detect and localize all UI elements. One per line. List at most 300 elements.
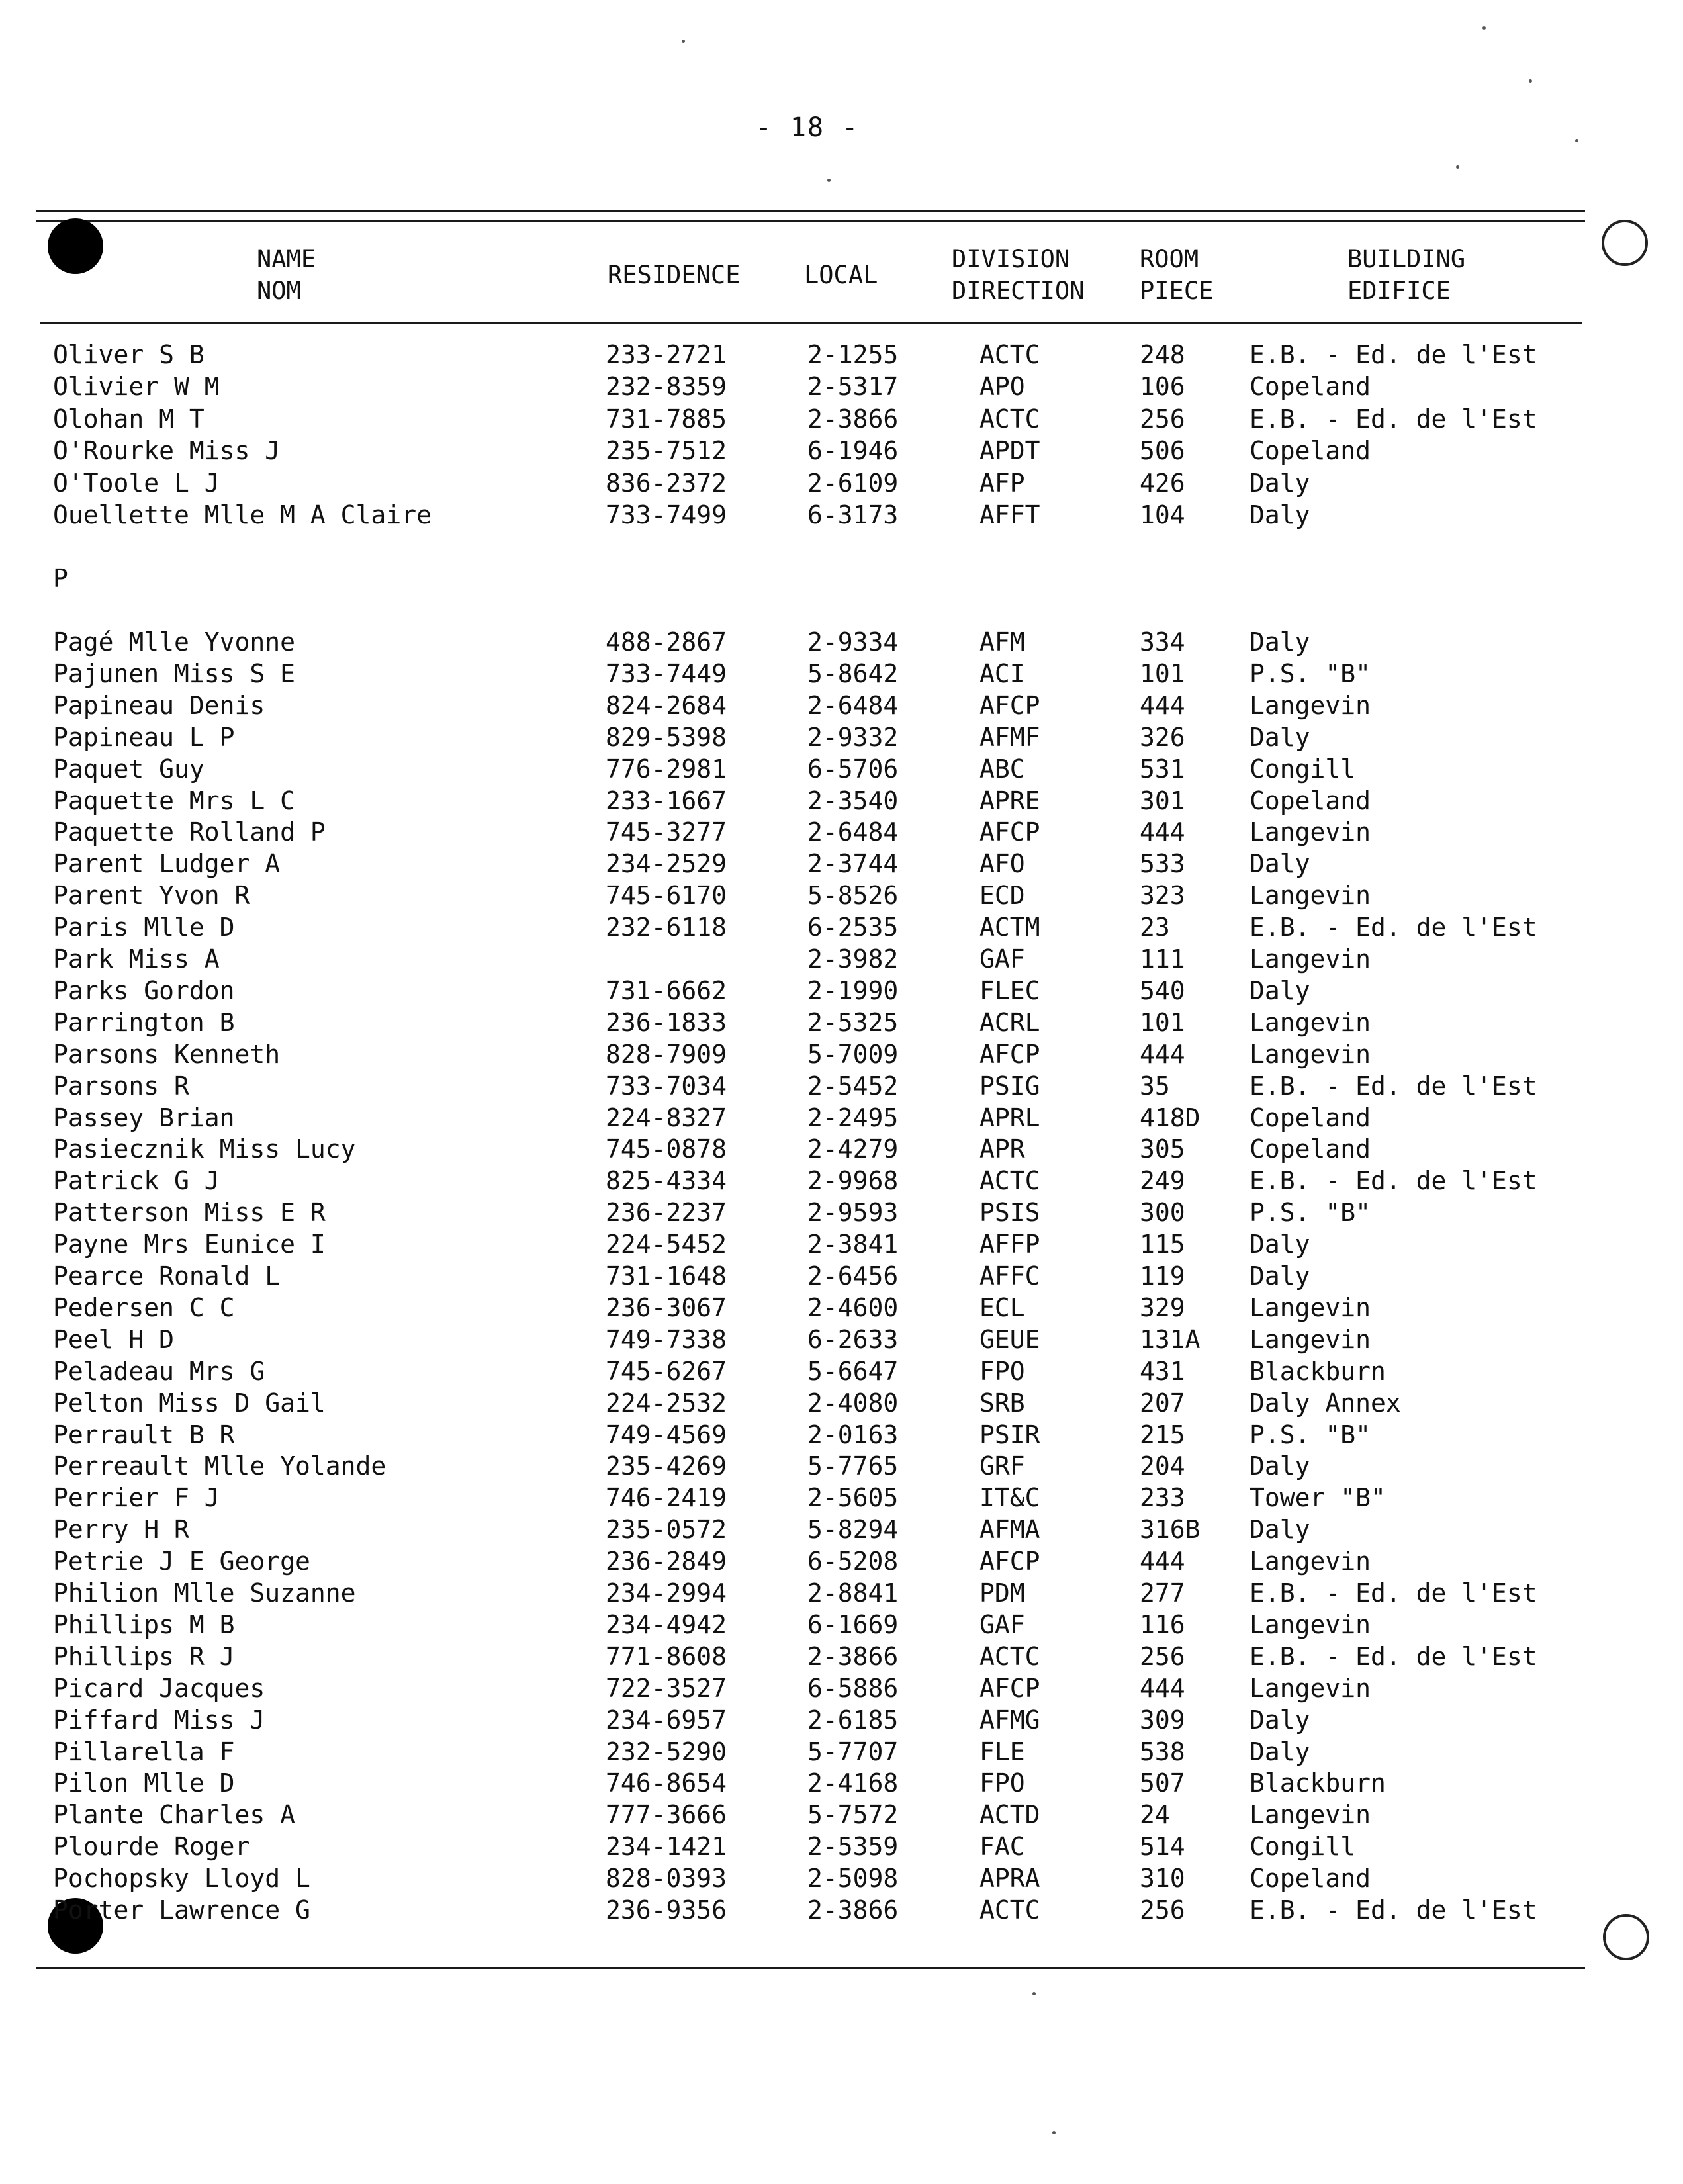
table-row (0, 1894, 1683, 1926)
cell-division: APR (979, 1134, 1025, 1164)
cell-residence: 236-2237 (606, 1198, 727, 1228)
column-header-room-en: ROOM (1140, 245, 1199, 273)
cell-room: 309 (1140, 1705, 1185, 1735)
cell-division: ACTD (979, 1800, 1040, 1830)
cell-building: Copeland (1250, 786, 1371, 815)
cell-residence: 733-7034 (606, 1071, 727, 1101)
cell-local: 2-6484 (807, 817, 899, 847)
scan-speck (682, 40, 685, 43)
cell-division: AFMG (979, 1705, 1040, 1735)
cell-local: 2-2495 (807, 1103, 899, 1132)
table-row (0, 1419, 1683, 1451)
cell-building: Daly (1250, 1230, 1310, 1259)
column-header-building (1347, 244, 1465, 307)
cell-division: APRE (979, 786, 1040, 815)
column-header-room (1140, 244, 1213, 307)
cell-building: Langevin (1250, 1673, 1371, 1703)
cell-division: FLE (979, 1737, 1025, 1766)
cell-division: APRL (979, 1103, 1040, 1132)
column-header-local-label: LOCAL (804, 261, 878, 289)
cell-name: Petrie J E George (53, 1547, 310, 1576)
cell-residence: 224-2532 (606, 1388, 727, 1418)
cell-division: APO (979, 372, 1025, 402)
cell-room: 119 (1140, 1261, 1185, 1291)
scan-speck (1575, 139, 1578, 142)
cell-room: 106 (1140, 372, 1185, 402)
cell-building: Langevin (1250, 817, 1371, 847)
cell-name: Parent Ludger A (53, 849, 281, 879)
cell-name: Philion Mlle Suzanne (53, 1578, 356, 1608)
cell-building: Daly (1250, 500, 1310, 529)
table-row (0, 721, 1683, 753)
cell-division: AFO (979, 849, 1025, 879)
cell-building: Daly (1250, 722, 1310, 752)
table-row (0, 1799, 1683, 1831)
cell-division: ACI (979, 659, 1025, 688)
scan-speck (1456, 165, 1459, 169)
cell-name: Paquette Rolland P (53, 817, 326, 847)
cell-division: FAC (979, 1832, 1025, 1862)
cell-name: Pelton Miss D Gail (53, 1388, 326, 1418)
cell-name: Perreault Mlle Yolande (53, 1451, 387, 1481)
cell-residence: 236-3067 (606, 1293, 727, 1322)
cell-building: Langevin (1250, 1800, 1371, 1830)
table-row (0, 1736, 1683, 1768)
cell-division: GRF (979, 1451, 1025, 1481)
cell-local: 5-7707 (807, 1737, 899, 1766)
cell-local: 2-1990 (807, 976, 899, 1005)
cell-local: 2-9332 (807, 722, 899, 752)
cell-residence: 235-0572 (606, 1515, 727, 1545)
cell-residence: 234-2529 (606, 849, 727, 879)
cell-room: 305 (1140, 1134, 1185, 1164)
cell-room: 310 (1140, 1864, 1185, 1893)
cell-room: 277 (1140, 1578, 1185, 1608)
cell-building: Daly (1250, 627, 1310, 657)
cell-local: 2-4080 (807, 1388, 899, 1418)
cell-building: Daly (1250, 1515, 1310, 1545)
cell-residence: 771-8608 (606, 1641, 727, 1671)
cell-residence: 224-5452 (606, 1230, 727, 1259)
cell-residence: 828-0393 (606, 1864, 727, 1893)
cell-residence: 233-1667 (606, 786, 727, 815)
cell-residence: 828-7909 (606, 1039, 727, 1069)
cell-residence: 777-3666 (606, 1800, 727, 1830)
cell-building: P.S. "B" (1250, 659, 1371, 688)
cell-name: Pochopsky Lloyd L (53, 1864, 310, 1893)
cell-division: APDT (979, 436, 1040, 466)
cell-local: 2-3866 (807, 404, 899, 433)
cell-room: 301 (1140, 786, 1185, 815)
cell-room: 326 (1140, 722, 1185, 752)
cell-name: Ouellette Mlle M A Claire (53, 500, 432, 529)
cell-room: 444 (1140, 1673, 1185, 1703)
table-row (0, 1324, 1683, 1355)
cell-name: Pagé Mlle Yvonne (53, 627, 296, 657)
cell-building: Langevin (1250, 1293, 1371, 1322)
cell-residence: 224-8327 (606, 1103, 727, 1132)
cell-local: 6-3173 (807, 500, 899, 529)
cell-name: Peladeau Mrs G (53, 1356, 265, 1386)
cell-room: 507 (1140, 1768, 1185, 1798)
cell-division: AFCP (979, 1673, 1040, 1703)
cell-local: 2-9334 (807, 627, 899, 657)
column-header-name-fr: NOM (257, 277, 301, 305)
table-row (0, 1102, 1683, 1134)
cell-building: Copeland (1250, 1134, 1371, 1164)
cell-division: FPO (979, 1768, 1025, 1798)
table-row (0, 1862, 1683, 1894)
scan-speck (1529, 79, 1532, 83)
cell-room: 204 (1140, 1451, 1185, 1481)
cell-name: Oliver S B (53, 340, 205, 369)
cell-local: 5-8294 (807, 1515, 899, 1545)
table-row (0, 785, 1683, 817)
cell-local: 5-7572 (807, 1800, 899, 1830)
cell-name: Plante Charles A (53, 1800, 296, 1830)
cell-name: Perrier F J (53, 1483, 220, 1513)
cell-local: 2-4168 (807, 1768, 899, 1798)
cell-residence: 829-5398 (606, 722, 727, 752)
cell-division: AFMA (979, 1515, 1040, 1545)
cell-name: O'Toole L J (53, 468, 220, 498)
cell-residence: 488-2867 (606, 627, 727, 657)
table-row (0, 467, 1683, 499)
table-row (0, 626, 1683, 658)
table-row (0, 1070, 1683, 1102)
table-row (0, 1387, 1683, 1419)
cell-name: Plourde Roger (53, 1832, 250, 1862)
cell-room: 248 (1140, 340, 1185, 369)
cell-local: 2-5605 (807, 1483, 899, 1513)
cell-residence: 235-4269 (606, 1451, 727, 1481)
cell-residence: 824-2684 (606, 690, 727, 720)
cell-local: 2-3982 (807, 944, 899, 974)
cell-building: Langevin (1250, 1610, 1371, 1639)
cell-building: Daly (1250, 976, 1310, 1005)
cell-building: Copeland (1250, 1864, 1371, 1893)
column-header-residence (608, 259, 740, 291)
cell-room: 256 (1140, 1895, 1185, 1925)
letter-heading-p: P (53, 564, 68, 593)
cell-name: O'Rourke Miss J (53, 436, 281, 466)
cell-building: Daly (1250, 1451, 1310, 1481)
cell-residence: 232-8359 (606, 372, 727, 402)
cell-local: 2-3866 (807, 1641, 899, 1671)
cell-division: ACRL (979, 1007, 1040, 1037)
table-row (0, 1038, 1683, 1070)
cell-building: Langevin (1250, 1324, 1371, 1354)
cell-room: 249 (1140, 1166, 1185, 1196)
cell-room: 538 (1140, 1737, 1185, 1766)
table-row (0, 1831, 1683, 1862)
cell-room: 215 (1140, 1420, 1185, 1449)
cell-division: IT&C (979, 1483, 1040, 1513)
cell-name: Pajunen Miss S E (53, 659, 296, 688)
cell-room: 111 (1140, 944, 1185, 974)
table-row (0, 1292, 1683, 1324)
cell-room: 300 (1140, 1198, 1185, 1228)
cell-division: AFP (979, 468, 1025, 498)
cell-division: ACTC (979, 404, 1040, 433)
cell-local: 5-6647 (807, 1356, 899, 1386)
column-header-local (804, 259, 878, 291)
cell-building: E.B. - Ed. de l'Est (1250, 404, 1537, 433)
cell-residence: 232-6118 (606, 913, 727, 942)
cell-building: Copeland (1250, 372, 1371, 402)
cell-building: Langevin (1250, 1547, 1371, 1576)
cell-building: Daly Annex (1250, 1388, 1401, 1418)
cell-residence: 233-2721 (606, 340, 727, 369)
cell-name: Parsons Kenneth (53, 1039, 281, 1069)
cell-building: Langevin (1250, 1007, 1371, 1037)
cell-name: Pasiecznik Miss Lucy (53, 1134, 356, 1164)
cell-room: 101 (1140, 1007, 1185, 1037)
cell-name: Olohan M T (53, 404, 205, 433)
table-row (0, 1260, 1683, 1292)
cell-division: FLEC (979, 976, 1040, 1005)
cell-building: Blackburn (1250, 1356, 1386, 1386)
cell-room: 533 (1140, 849, 1185, 879)
column-header-name (257, 244, 316, 307)
cell-local: 2-3841 (807, 1230, 899, 1259)
cell-building: P.S. "B" (1250, 1420, 1371, 1449)
bottom-rule (36, 1967, 1585, 1969)
cell-division: ECD (979, 881, 1025, 911)
table-row (0, 1609, 1683, 1641)
cell-room: 323 (1140, 881, 1185, 911)
cell-residence: 234-1421 (606, 1832, 727, 1862)
table-row (0, 1545, 1683, 1577)
cell-local: 2-3540 (807, 786, 899, 815)
cell-division: ACTC (979, 1895, 1040, 1925)
cell-room: 233 (1140, 1483, 1185, 1513)
cell-room: 506 (1140, 436, 1185, 466)
cell-local: 6-5886 (807, 1673, 899, 1703)
cell-building: Daly (1250, 468, 1310, 498)
cell-local: 2-3744 (807, 849, 899, 879)
cell-residence: 236-9356 (606, 1895, 727, 1925)
cell-room: 431 (1140, 1356, 1185, 1386)
cell-room: 35 (1140, 1071, 1170, 1101)
cell-local: 2-6185 (807, 1705, 899, 1735)
header-rule (40, 322, 1582, 324)
cell-building: E.B. - Ed. de l'Est (1250, 1166, 1537, 1196)
cell-name: Parks Gordon (53, 976, 235, 1005)
scan-speck (1482, 26, 1486, 30)
cell-division: AFM (979, 627, 1025, 657)
cell-room: 256 (1140, 404, 1185, 433)
table-row (0, 880, 1683, 911)
cell-name: Piffard Miss J (53, 1705, 265, 1735)
cell-local: 2-4600 (807, 1293, 899, 1322)
table-row (0, 1641, 1683, 1672)
cell-local: 2-6484 (807, 690, 899, 720)
cell-name: Peel H D (53, 1324, 175, 1354)
cell-room: 24 (1140, 1800, 1170, 1830)
cell-room: 116 (1140, 1610, 1185, 1639)
cell-building: Congill (1250, 754, 1356, 784)
cell-local: 6-5706 (807, 754, 899, 784)
cell-room: 418D (1140, 1103, 1201, 1132)
cell-room: 444 (1140, 1039, 1185, 1069)
table-row (0, 658, 1683, 690)
cell-building: E.B. - Ed. de l'Est (1250, 1895, 1537, 1925)
cell-division: PSIR (979, 1420, 1040, 1449)
cell-name: Passey Brian (53, 1103, 235, 1132)
cell-building: Langevin (1250, 881, 1371, 911)
cell-division: AFFP (979, 1230, 1040, 1259)
table-row (0, 848, 1683, 880)
cell-building: Blackburn (1250, 1768, 1386, 1798)
table-row (0, 339, 1683, 371)
cell-residence: 236-1833 (606, 1007, 727, 1037)
cell-division: PDM (979, 1578, 1025, 1608)
cell-local: 6-2535 (807, 913, 899, 942)
cell-residence: 731-1648 (606, 1261, 727, 1291)
cell-local: 2-6109 (807, 468, 899, 498)
table-row (0, 1165, 1683, 1197)
cell-room: 104 (1140, 500, 1185, 529)
cell-division: AFFC (979, 1261, 1040, 1291)
cell-room: 514 (1140, 1832, 1185, 1862)
column-header-division-en: DIVISION (952, 245, 1070, 273)
cell-building: Langevin (1250, 1039, 1371, 1069)
cell-room: 316B (1140, 1515, 1201, 1545)
cell-building: E.B. - Ed. de l'Est (1250, 1578, 1537, 1608)
cell-name: Park Miss A (53, 944, 220, 974)
cell-division: GAF (979, 1610, 1025, 1639)
cell-local: 6-1669 (807, 1610, 899, 1639)
cell-building: Copeland (1250, 1103, 1371, 1132)
cell-local: 2-5325 (807, 1007, 899, 1037)
cell-building: Langevin (1250, 944, 1371, 974)
cell-local: 2-5359 (807, 1832, 899, 1862)
cell-residence: 749-7338 (606, 1324, 727, 1354)
cell-division: AFCP (979, 1039, 1040, 1069)
cell-residence: 731-6662 (606, 976, 727, 1005)
cell-building: Tower "B" (1250, 1483, 1386, 1513)
cell-name: Perry H R (53, 1515, 189, 1545)
cell-division: AFCP (979, 1547, 1040, 1576)
cell-name: Paris Mlle D (53, 913, 235, 942)
column-header-building-en: BUILDING (1347, 245, 1466, 273)
cell-name: Pedersen C C (53, 1293, 235, 1322)
table-row (0, 975, 1683, 1007)
cell-division: AFCP (979, 817, 1040, 847)
table-row (0, 1007, 1683, 1038)
cell-room: 426 (1140, 468, 1185, 498)
cell-local: 6-2633 (807, 1324, 899, 1354)
table-row (0, 1482, 1683, 1514)
table-row (0, 1133, 1683, 1165)
cell-local: 2-5452 (807, 1071, 899, 1101)
cell-local: 2-6456 (807, 1261, 899, 1291)
cell-name: Payne Mrs Eunice I (53, 1230, 326, 1259)
cell-division: AFCP (979, 690, 1040, 720)
scan-speck (1032, 1992, 1036, 1995)
column-header-building-fr: EDIFICE (1347, 277, 1451, 305)
cell-residence: 749-4569 (606, 1420, 727, 1449)
cell-room: 256 (1140, 1641, 1185, 1671)
cell-building: E.B. - Ed. de l'Est (1250, 340, 1537, 369)
cell-building: E.B. - Ed. de l'Est (1250, 913, 1537, 942)
cell-name: Pilon Mlle D (53, 1768, 235, 1798)
cell-local: 6-1946 (807, 436, 899, 466)
cell-local: 2-9968 (807, 1166, 899, 1196)
cell-building: P.S. "B" (1250, 1198, 1371, 1228)
cell-residence: 776-2981 (606, 754, 727, 784)
cell-local: 2-5317 (807, 372, 899, 402)
table-row (0, 1767, 1683, 1799)
top-rule (36, 210, 1585, 212)
cell-building: Langevin (1250, 690, 1371, 720)
cell-division: SRB (979, 1388, 1025, 1418)
cell-name: Pearce Ronald L (53, 1261, 281, 1291)
cell-room: 444 (1140, 690, 1185, 720)
table-row (0, 1704, 1683, 1736)
cell-room: 444 (1140, 817, 1185, 847)
cell-division: GEUE (979, 1324, 1040, 1354)
cell-division: AFMF (979, 722, 1040, 752)
cell-building: Congill (1250, 1832, 1356, 1862)
table-row (0, 403, 1683, 435)
cell-division: PSIS (979, 1198, 1040, 1228)
table-row (0, 690, 1683, 721)
cell-name: Parent Yvon R (53, 881, 250, 911)
cell-room: 101 (1140, 659, 1185, 688)
scan-speck (827, 179, 831, 182)
cell-name: Parrington B (53, 1007, 235, 1037)
column-header-room-fr: PIECE (1140, 277, 1214, 305)
cell-room: 207 (1140, 1388, 1185, 1418)
cell-building: Daly (1250, 1261, 1310, 1291)
table-row (0, 753, 1683, 785)
cell-residence: 232-5290 (606, 1737, 727, 1766)
column-header-division-fr: DIRECTION (952, 277, 1085, 305)
cell-room: 444 (1140, 1547, 1185, 1576)
cell-name: Phillips M B (53, 1610, 235, 1639)
cell-building: Daly (1250, 1705, 1310, 1735)
cell-division: ACTM (979, 913, 1040, 942)
cell-room: 329 (1140, 1293, 1185, 1322)
cell-division: ECL (979, 1293, 1025, 1322)
cell-name: Patrick G J (53, 1166, 220, 1196)
cell-building: Copeland (1250, 436, 1371, 466)
table-row (0, 1450, 1683, 1482)
cell-division: ACTC (979, 1641, 1040, 1671)
cell-residence: 235-7512 (606, 436, 727, 466)
table-row (0, 1228, 1683, 1260)
cell-name: Papineau L P (53, 722, 235, 752)
cell-residence: 236-2849 (606, 1547, 727, 1576)
cell-name: Porter Lawrence G (53, 1895, 310, 1925)
column-header-name-en: NAME (257, 245, 316, 273)
table-row (0, 1355, 1683, 1387)
cell-residence: 746-8654 (606, 1768, 727, 1798)
cell-local: 2-1255 (807, 340, 899, 369)
cell-local: 5-7765 (807, 1451, 899, 1481)
punch-hole-top-right (1602, 220, 1648, 266)
cell-name: Patterson Miss E R (53, 1198, 326, 1228)
cell-room: 540 (1140, 976, 1185, 1005)
cell-division: APRA (979, 1864, 1040, 1893)
cell-residence: 722-3527 (606, 1673, 727, 1703)
cell-residence: 745-6267 (606, 1356, 727, 1386)
cell-name: Olivier W M (53, 372, 220, 402)
cell-division: PSIG (979, 1071, 1040, 1101)
cell-division: ABC (979, 754, 1025, 784)
